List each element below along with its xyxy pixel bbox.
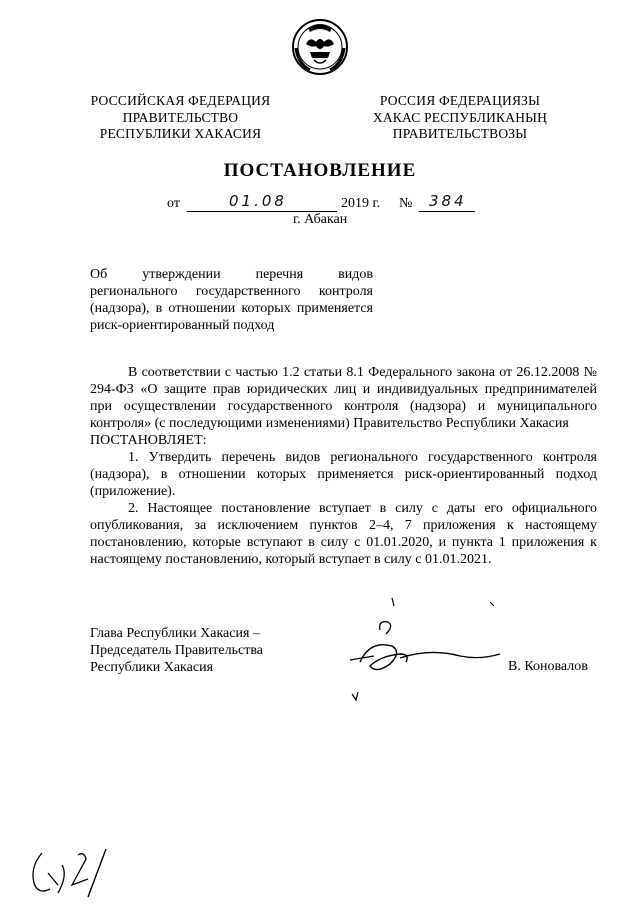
- header-left-line-3: РЕСПУБЛИКИ ХАКАСИЯ: [99, 126, 262, 141]
- header-right-line-2: ХАКАС РЕСПУБЛИКАНЫҢ: [372, 109, 548, 125]
- signatory-position-line-2: Председатель Правительства: [90, 643, 263, 658]
- decree-word: ПОСТАНОВЛЯЕТ:: [90, 433, 207, 448]
- header-left-line-1: РОССИЙСКАЯ ФЕДЕРАЦИЯ: [90, 93, 271, 108]
- signatory-position-line-3: Республики Хакасия: [90, 660, 214, 675]
- subject-line-1: Об утверждении перечня видов: [90, 267, 373, 282]
- handwritten-page-mark: [28, 845, 118, 900]
- signatory-name: В. Коновалов: [508, 659, 588, 674]
- handwritten-date: 01.08: [229, 192, 287, 210]
- item-1-paragraph: 1. Утвердить перечень видов регионального государственного контроля (надзора), в отношении которых применяется риск-ориентированный подход (приложение).: [90, 450, 597, 499]
- handwritten-signature: [330, 590, 510, 710]
- item-2-paragraph: 2. Настоящее постановление вступает в силу с даты его официального опубликования, за исключением пунктов 2–4, 7 приложения к настоящему постановлению, которые вступают в силу с 01.01.2020, и пункта 1 приложения к настоящему постановлению, который вступает в силу с 01.01.2021.: [90, 501, 597, 567]
- number-fill-line: [419, 211, 475, 212]
- city-label: г. Абакан: [293, 212, 348, 227]
- from-label: от: [167, 196, 180, 211]
- subject-line-2: регионального государственного контроля: [90, 284, 373, 299]
- document-title: ПОСТАНОВЛЕНИЕ: [223, 160, 417, 181]
- handwritten-number: 384: [429, 192, 467, 210]
- coat-of-arms-emblem: [288, 14, 352, 78]
- header-right: [360, 93, 560, 143]
- body-text: [90, 364, 597, 568]
- header-left-line-2: ПРАВИТЕЛЬСТВО: [122, 109, 239, 125]
- subject-block: [90, 266, 373, 334]
- year-label: 2019 г.: [341, 196, 381, 211]
- header-right-line-3: ПРАВИТЕЛЬСТВОЗЫ: [392, 126, 528, 141]
- subject-line-3: (надзора), в отношении которых применяется: [90, 301, 373, 316]
- number-sign: №: [399, 196, 413, 211]
- signatory-position-line-1: Глава Республики Хакасия –: [90, 626, 260, 641]
- preamble-paragraph: В соответствии с частью 1.2 статьи 8.1 Федерального закона от 26.12.2008 № 294-ФЗ «О защите прав юридических лиц и индивидуальных предпринимателей при осуществлении государственного контроля (надзора) и муниципального контроля» (с последующими изменениями) Правительство Республики Хакасия: [90, 365, 597, 431]
- subject-line-4: риск-ориентированный подход: [90, 318, 275, 333]
- header-right-line-1: РОССИЯ ФЕДЕРАЦИЯЗЫ: [379, 93, 541, 108]
- header-left: [88, 93, 273, 143]
- signatory-position: [90, 625, 263, 676]
